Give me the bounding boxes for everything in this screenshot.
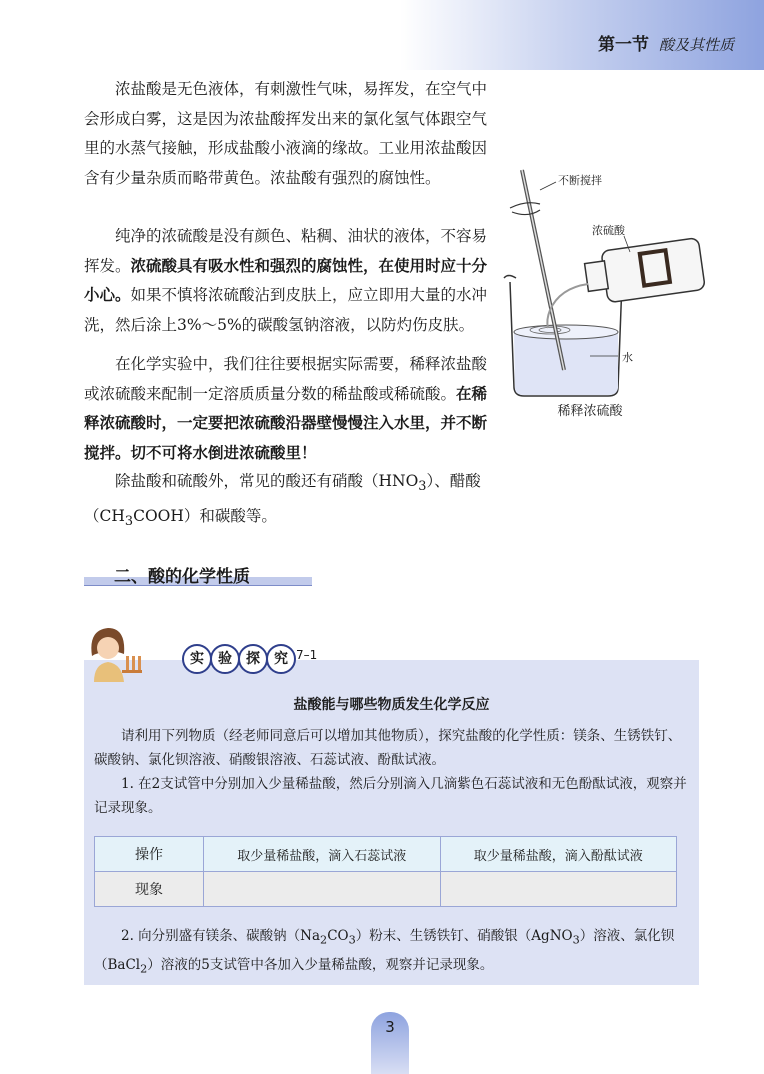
stir-arrow bbox=[510, 203, 540, 208]
section-title: 二、酸的化学性质 bbox=[114, 567, 250, 587]
table-cell-phenolphthalein: 取少量稀盐酸，滴入酚酞试液 bbox=[440, 837, 677, 872]
water-fill bbox=[514, 332, 618, 395]
banner-char-2: 验 bbox=[210, 644, 240, 674]
table-row bbox=[95, 872, 677, 907]
step2-sub-3: 3 bbox=[572, 933, 580, 947]
paragraph-dilution-bold: 在稀释浓硫酸时，一定要把浓硫酸沿器壁慢慢注入水里，并不断搅拌。切不可将水倒进浓硫酸里！ bbox=[84, 384, 488, 462]
step2-text-5: ）溶液的5支试管中各加入少量稀盐酸，观察并记录现象。 bbox=[147, 956, 494, 973]
leader-stir bbox=[540, 182, 556, 190]
other-acids-text-1: 除盐酸和硫酸外，常见的酸还有硝酸（HNO bbox=[115, 472, 419, 490]
other-acids-text-3: COOH）和碳酸等。 bbox=[133, 506, 277, 525]
student-illustration-icon bbox=[84, 622, 144, 684]
paragraph-sulfuric-bold: 浓硫酸具有吸水性和强烈的腐蚀性，在使用时应十分小心。 bbox=[84, 256, 488, 304]
table-cell-observation-label: 现象 bbox=[95, 872, 204, 907]
paragraph-dilution-text: 在化学实验中，我们往往要根据实际需要，稀释浓盐酸或浓硫酸来配制一定溶质质量分数的稀盐酸或稀硫酸。 bbox=[84, 355, 488, 403]
banner-char-4: 究 bbox=[266, 644, 296, 674]
table-cell-observation-litmus bbox=[204, 872, 441, 907]
experiment-number: 7–1 bbox=[296, 648, 318, 662]
section-heading bbox=[84, 562, 312, 586]
subscript-3: 3 bbox=[418, 479, 427, 495]
experiment-title: 盐酸能与哪些物质发生化学反应 bbox=[293, 697, 490, 713]
paragraph-hydrochloric: 浓盐酸是无色液体，有刺激性气味，易挥发，在空气中会形成白雾，这是因为浓盐酸挥发出来的氯化氢气体跟空气里的水蒸气接触，形成盐酸小液滴的缘故。工业用浓盐酸因含有少量杂质而略带黄色。浓盐酸有强烈的腐蚀性。 bbox=[84, 80, 488, 187]
step2-sub-2: 3 bbox=[348, 933, 356, 947]
acid-bottle bbox=[583, 238, 705, 306]
banner-char-1: 实 bbox=[182, 644, 212, 674]
chapter-title: 酸及其性质 bbox=[658, 36, 734, 54]
label-acid: 浓硫酸 bbox=[592, 224, 625, 237]
experiment-step-1: 1. 在2支试管中分别加入少量稀盐酸，然后分别滴入几滴紫色石蕊试液和无色酚酞试液，观察并记录现象。 bbox=[94, 776, 687, 816]
table-row bbox=[95, 837, 677, 872]
step2-text-4: ）溶液、氯化钡（BaCl bbox=[94, 928, 675, 973]
experiment-intro: 请利用下列物质（经老师同意后可以增加其他物质），探究盐酸的化学性质：镁条、生锈铁钉、碳酸钠、氯化钡溶液、硝酸银溶液、石蕊试液、酚酞试液。 bbox=[94, 728, 682, 768]
step2-text-1: 2. 向分别盛有镁条、碳酸钠（Na bbox=[121, 928, 321, 944]
step2-sub-1: 2 bbox=[320, 933, 328, 947]
stir-arrow-2 bbox=[512, 210, 540, 215]
page-header bbox=[598, 30, 734, 55]
step2-text-2: CO bbox=[327, 928, 349, 944]
dilution-figure bbox=[500, 160, 710, 420]
step2-sub-4: 2 bbox=[140, 962, 148, 976]
table-cell-litmus: 取少量稀盐酸，滴入石蕊试液 bbox=[204, 837, 441, 872]
chapter-label: 第一节 bbox=[597, 35, 649, 55]
paragraph-sulfuric-text-c: 如果不慎将浓硫酸沾到皮肤上，应立即用大量的水冲洗，然后涂上3%～5%的碳酸氢钠溶液，以防灼伤皮肤。 bbox=[84, 286, 488, 334]
subscript-3b: 3 bbox=[124, 513, 134, 529]
observation-table bbox=[94, 836, 677, 907]
other-acids-text-2: ）、醋酸（CH bbox=[84, 472, 481, 525]
beaker-lip bbox=[504, 276, 516, 279]
banner-char-3: 探 bbox=[238, 644, 268, 674]
experiment-step-2 bbox=[94, 924, 689, 981]
page-number: 3 bbox=[385, 1018, 395, 1036]
step2-text-3: ）粉末、生锈铁钉、硝酸银（AgNO bbox=[355, 928, 573, 944]
figure-caption: 稀释浓硫酸 bbox=[557, 404, 623, 419]
paragraph-other-acids bbox=[84, 467, 490, 536]
label-water: 水 bbox=[622, 351, 633, 364]
dilution-illustration bbox=[500, 160, 710, 400]
paragraph-sulfuric bbox=[84, 222, 490, 340]
table-cell-observation-phenolphthalein bbox=[440, 872, 677, 907]
paragraph-sulfuric-text-a: 纯净的浓硫酸是没有颜色、粘稠、油状的液体，不容易挥发。 bbox=[84, 227, 488, 275]
table-cell-operation-label: 操作 bbox=[95, 837, 204, 872]
paragraph-dilution bbox=[84, 350, 490, 468]
label-stir: 不断搅拌 bbox=[558, 174, 602, 187]
